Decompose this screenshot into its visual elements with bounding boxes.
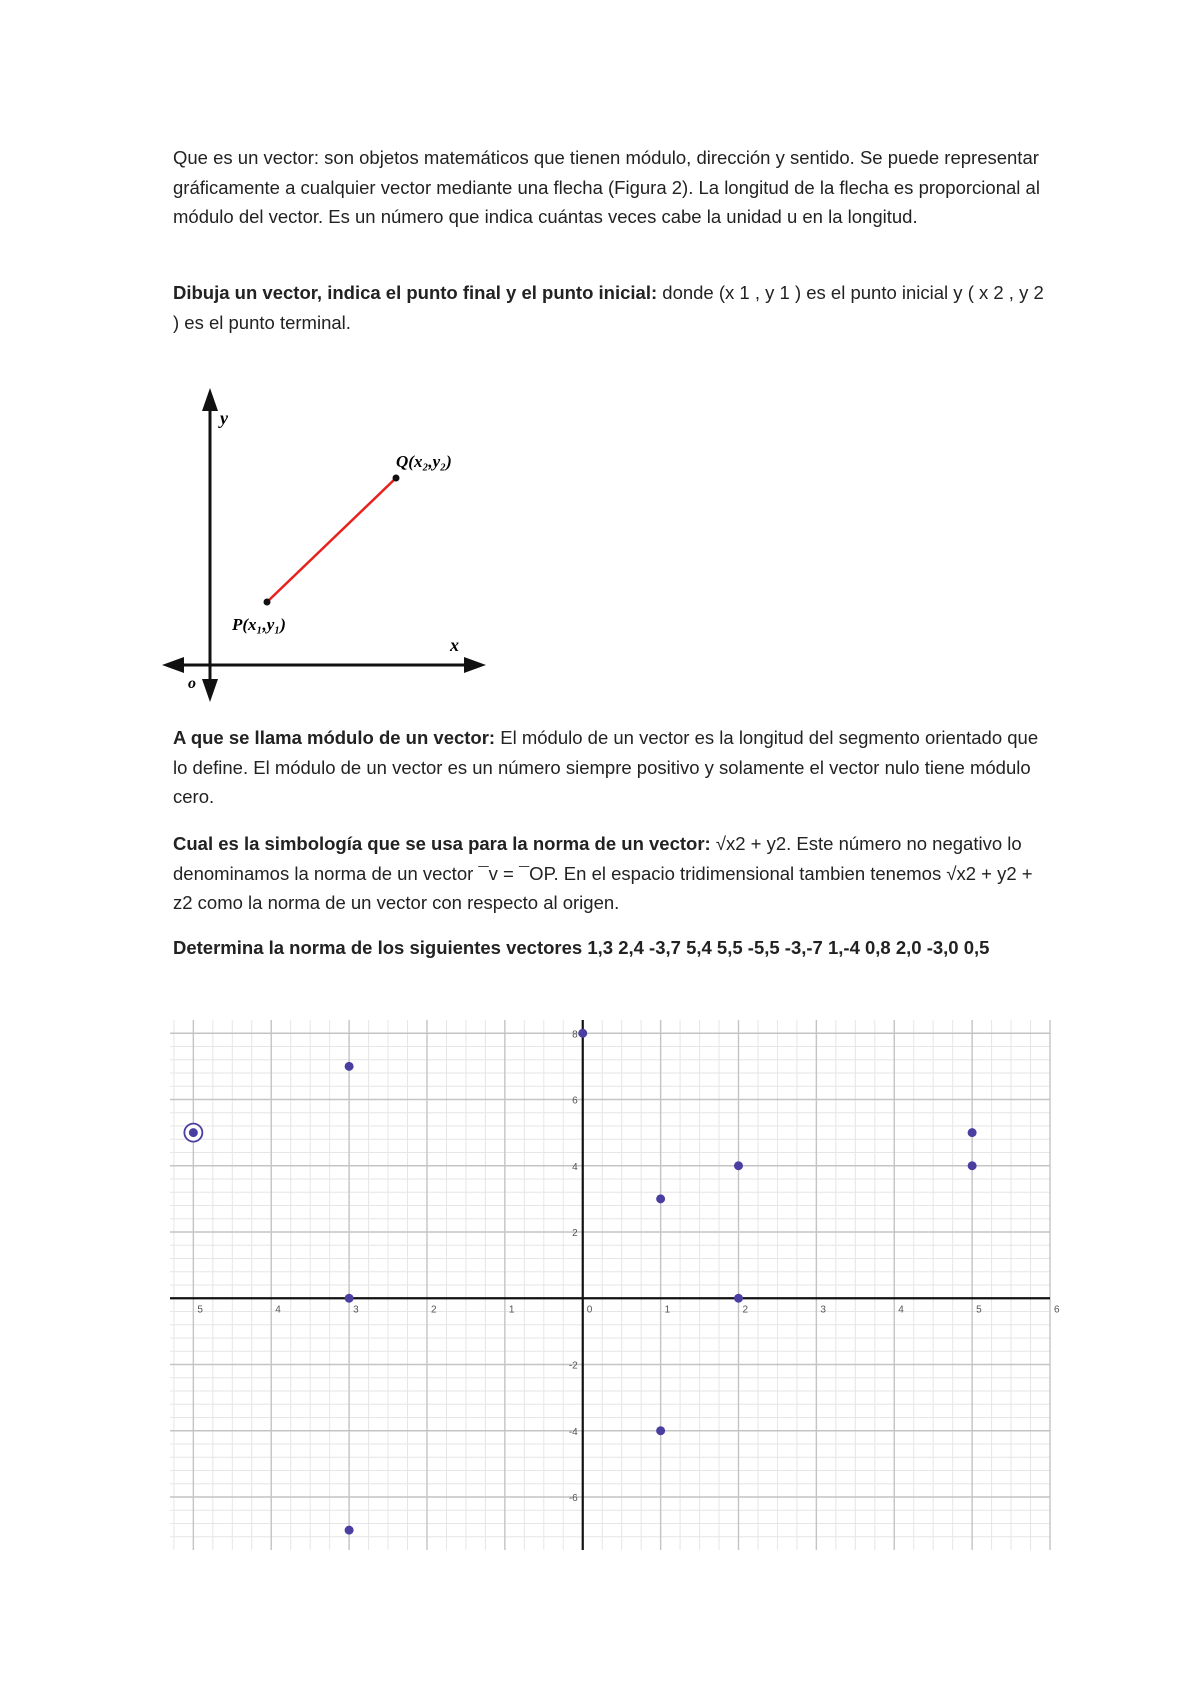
data-point — [345, 1294, 354, 1303]
exercise-text: Determina la norma de los siguientes vectores 1,3 2,4 -3,7 5,4 5,5 -5,5 -3,-7 1,-4 0,8 2,0 -3,0 0,5 — [173, 937, 990, 958]
point-q-label: Q(x₂,y₂) — [396, 452, 452, 471]
paragraph-module — [173, 723, 1053, 812]
x-axis-arrow-right — [464, 657, 486, 673]
x-tick-label: 2 — [430, 1304, 437, 1316]
x-tick-label: 3 — [820, 1304, 826, 1316]
data-point — [345, 1062, 354, 1071]
data-point — [968, 1128, 977, 1137]
scatter-plot — [170, 1020, 1060, 1550]
paragraph-draw-vector — [173, 278, 1053, 337]
data-point — [189, 1128, 198, 1137]
data-point — [734, 1294, 743, 1303]
draw-vector-text: donde (x 1 , y 1 ) es el punto inicial y ( x 2 , y 2 ) es el punto terminal. — [173, 282, 1044, 333]
draw-vector-heading: Dibuja un vector, indica el punto final y el punto inicial: — [173, 282, 658, 303]
vector-definition-text: Que es un vector: son objetos matemáticos que tienen módulo, dirección y sentido. Se puede representar gráficamente a cualquier vector mediante una flecha (Figura 2). La longitud de la flecha es proporcional al módulo del vector. Es un número que indica cuántas veces cabe la unidad u en la longitud. — [173, 147, 1040, 227]
data-point — [656, 1194, 665, 1203]
module-text: El módulo de un vector es la longitud del segmento orientado que lo define. El módulo de un vector es un número siempre positivo y solamente el vector nulo tiene módulo cero. — [173, 727, 1039, 807]
y-axis-arrow-up — [202, 388, 218, 411]
point-p-label: P(x₁,y₁) — [232, 615, 286, 634]
x-axis-arrow-left — [162, 657, 184, 673]
x-tick-label: 1 — [664, 1304, 671, 1316]
paragraph-vector-definition — [173, 143, 1053, 232]
y-tick-label: -6 — [568, 1493, 578, 1504]
x-tick-label: 5 — [976, 1304, 982, 1316]
point-p-dot — [264, 599, 271, 606]
norm-symbol-heading: Cual es la simbología que se usa para la norma de un vector: — [173, 833, 711, 854]
data-point — [734, 1161, 743, 1170]
x-tick-label: 4 — [898, 1304, 904, 1316]
y-tick-label: 2 — [572, 1228, 578, 1239]
data-point — [968, 1161, 977, 1170]
x-tick-label: 4 — [275, 1304, 281, 1316]
point-q-dot — [393, 475, 400, 482]
x-tick-label: 0 — [586, 1304, 593, 1316]
vector-diagram — [160, 385, 490, 705]
x-tick-label: 1 — [508, 1304, 515, 1316]
x-tick-label: 5 — [197, 1304, 203, 1316]
y-axis-label: y — [220, 408, 228, 428]
data-point — [578, 1029, 587, 1038]
module-heading: A que se llama módulo de un vector: — [173, 727, 496, 748]
y-tick-label: 8 — [572, 1029, 578, 1041]
x-tick-label: 6 — [1054, 1304, 1060, 1316]
data-point — [345, 1526, 354, 1535]
y-axis-arrow-down — [202, 679, 218, 702]
x-tick-label: 2 — [742, 1304, 749, 1316]
origin-label: o — [188, 675, 196, 692]
y-tick-label: 4 — [572, 1161, 578, 1173]
y-tick-label: -4 — [568, 1426, 578, 1438]
y-tick-label: 6 — [572, 1095, 578, 1107]
paragraph-exercise — [173, 933, 1053, 963]
data-point — [656, 1426, 665, 1435]
paragraph-norm-symbol — [173, 829, 1053, 918]
norm-symbol-text: √x2 + y2. Este número no negativo lo denominamos la norma de un vector ¯v = ¯OP. En el espacio tridimensional tambien tenemos √x2 + y2 + z2 como la norma de un vector con respecto al origen. — [173, 833, 1033, 913]
x-tick-label: 3 — [353, 1304, 359, 1316]
vector-segment — [267, 478, 396, 602]
y-tick-label: -2 — [568, 1360, 578, 1372]
x-axis-label: x — [450, 635, 459, 655]
